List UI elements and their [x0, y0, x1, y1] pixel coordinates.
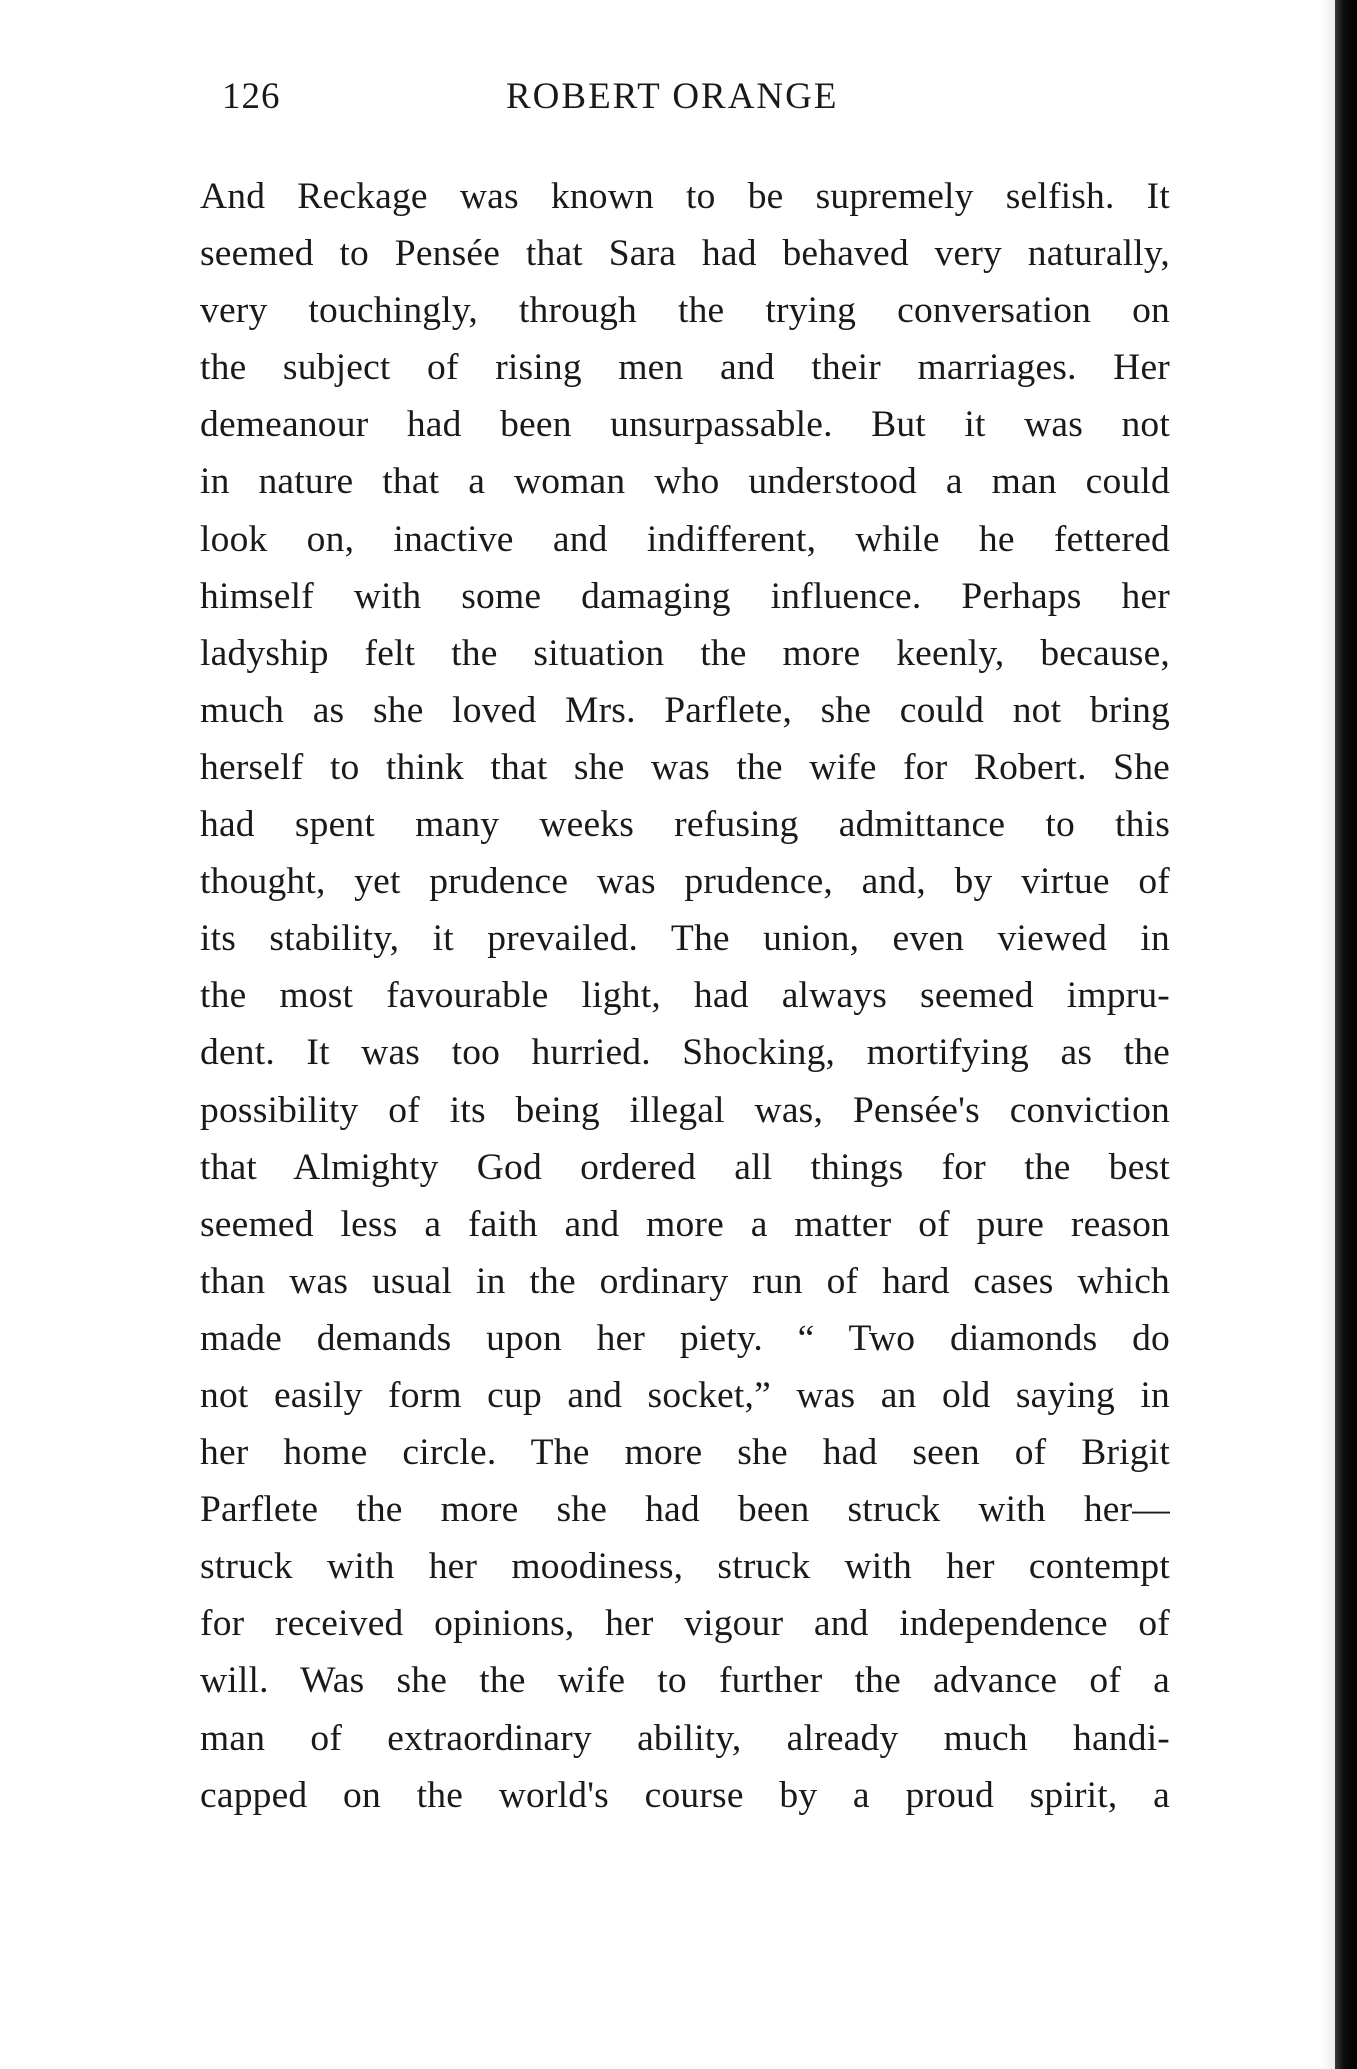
page-edge-shadow — [1321, 0, 1335, 2069]
text-line: will. Was she the wife to further the advance of a — [200, 1660, 1170, 1702]
text-line: struck with her moodiness, struck with her contempt — [200, 1546, 1170, 1588]
text-line: man of extraordinary ability, already much handi- — [200, 1717, 1170, 1759]
text-line: her home circle. The more she had seen of Brigit — [200, 1432, 1170, 1474]
text-line: thought, yet prudence was prudence, and, by virtue of — [200, 861, 1170, 903]
page-header — [222, 75, 882, 135]
text-line: look on, inactive and indifferent, while he fettered — [200, 518, 1170, 560]
text-line: much as she loved Mrs. Parflete, she could not bring — [200, 689, 1170, 731]
text-line: for received opinions, her vigour and independence of — [200, 1603, 1170, 1645]
text-line: than was usual in the ordinary run of hard cases which — [200, 1260, 1170, 1302]
text-line: seemed less a faith and more a matter of pure reason — [200, 1203, 1170, 1245]
text-line: himself with some damaging influence. Perhaps her — [200, 575, 1170, 617]
text-line: made demands upon her piety. “ Two diamonds do — [200, 1317, 1170, 1359]
text-line: not easily form cup and socket,” was an old saying in — [200, 1374, 1170, 1416]
text-line: the subject of rising men and their marriages. Her — [200, 347, 1170, 389]
book-spine-edge — [1335, 0, 1357, 2069]
text-line: And Reckage was known to be supremely selfish. It — [200, 176, 1170, 217]
text-line: that Almighty God ordered all things for the best — [200, 1146, 1170, 1188]
text-line: its stability, it prevailed. The union, even viewed in — [200, 918, 1170, 960]
text-line: in nature that a woman who understood a man could — [200, 461, 1170, 503]
text-line: dent. It was too hurried. Shocking, mortifying as the — [200, 1032, 1170, 1074]
body-text — [200, 168, 1170, 1824]
page-number: 126 — [222, 76, 281, 117]
text-line: possibility of its being illegal was, Pensée's conviction — [200, 1089, 1170, 1131]
text-line: Parflete the more she had been struck with her— — [200, 1489, 1170, 1531]
text-line: had spent many weeks refusing admittance to this — [200, 804, 1170, 846]
text-line: very touchingly, through the trying conversation on — [200, 290, 1170, 332]
text-line: seemed to Pensée that Sara had behaved very naturally, — [200, 233, 1170, 275]
text-line: ladyship felt the situation the more keenly, because, — [200, 632, 1170, 674]
running-head: ROBERT ORANGE — [506, 76, 839, 117]
text-line: capped on the world's course by a proud spirit, a — [200, 1774, 1170, 1816]
text-line: the most favourable light, had always seemed impru- — [200, 975, 1170, 1017]
text-line: demeanour had been unsurpassable. But it was not — [200, 404, 1170, 446]
text-line: herself to think that she was the wife for Robert. She — [200, 746, 1170, 788]
